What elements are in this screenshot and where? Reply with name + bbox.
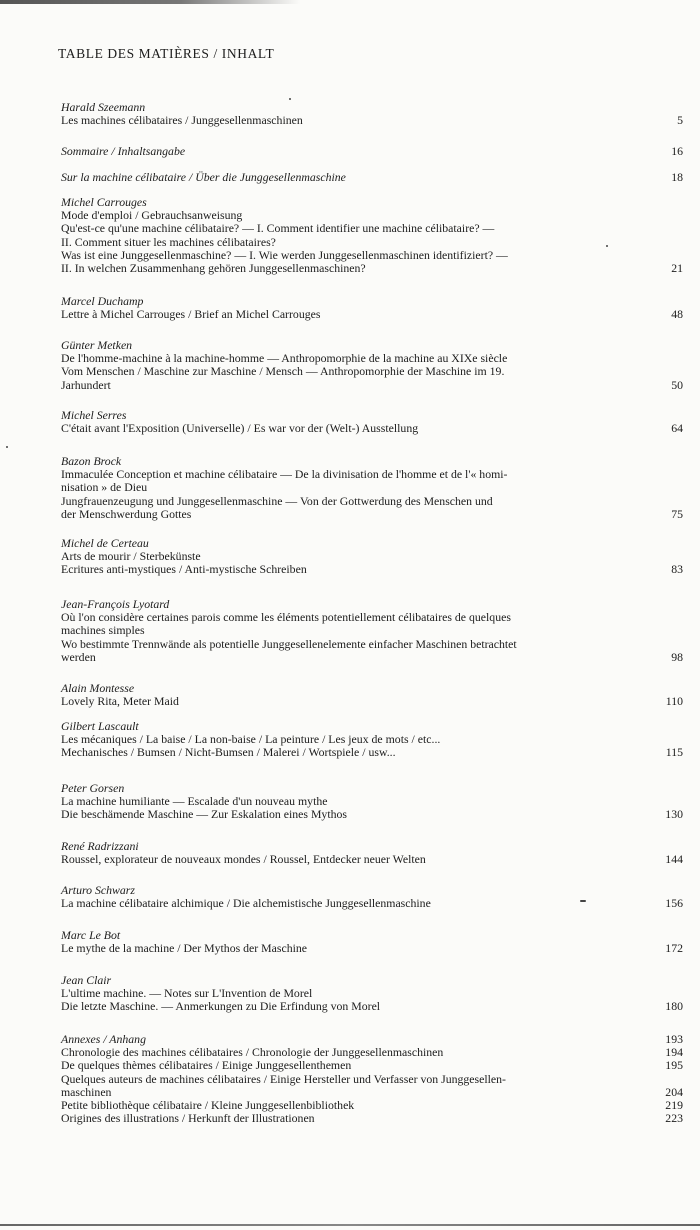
entry-page-number: 180 bbox=[665, 999, 683, 1014]
entry-line bbox=[61, 695, 683, 708]
print-speck bbox=[606, 245, 608, 247]
entry-page-number: 75 bbox=[671, 506, 683, 521]
entry-line bbox=[61, 262, 683, 275]
toc-entry bbox=[61, 884, 683, 910]
entry-title: Lettre à Michel Carrouges / Brief an Michel Carrouges bbox=[61, 307, 321, 322]
entry-title: Lovely Rita, Meter Maid bbox=[61, 694, 179, 709]
toc-entry bbox=[61, 929, 683, 955]
entry-title: Die letzte Maschine. — Anmerkungen zu Die Erfindung von Morel bbox=[61, 999, 381, 1014]
entry-author-name: Alain Montesse bbox=[61, 681, 135, 695]
entry-title: Sommaire / Inhaltsangabe bbox=[61, 144, 186, 158]
entry-title: Les mécaniques / La baise / La non-baise / La peinture / Les jeux de mots / etc... bbox=[61, 732, 441, 747]
entry-author-name: Michel Serres bbox=[61, 408, 127, 422]
entry-page-number: 195 bbox=[665, 1058, 683, 1073]
toc-entry bbox=[61, 101, 683, 127]
entry-title: Ecritures anti-mystiques / Anti-mystische Schreiben bbox=[61, 562, 307, 577]
entry-line bbox=[61, 897, 683, 910]
entry-title: werden bbox=[61, 649, 96, 664]
entry-line bbox=[61, 1059, 683, 1072]
toc-entry bbox=[61, 295, 683, 321]
entry-title: nisation » de Dieu bbox=[61, 480, 148, 495]
entry-page-number: 83 bbox=[671, 562, 683, 577]
entry-title: La machine célibataire alchimique / Die alchemistische Junggesellenmaschine bbox=[61, 896, 431, 911]
entry-title: Chronologie des machines célibataires / Chronologie der Junggesellenmaschinen bbox=[61, 1045, 444, 1060]
entry-page-number: 18 bbox=[671, 170, 683, 184]
print-speck bbox=[289, 98, 291, 100]
toc-entry bbox=[61, 339, 683, 392]
entry-title: Mechanisches / Bumsen / Nicht-Bumsen / Malerei / Wortspiele / usw... bbox=[61, 745, 396, 760]
entry-page-number: 156 bbox=[665, 896, 683, 911]
entry-title: Sur la machine célibataire / Über die Junggesellenmaschine bbox=[61, 170, 346, 184]
entry-author-name: Jean-François Lyotard bbox=[61, 597, 170, 611]
entry-author-name: Marcel Duchamp bbox=[61, 294, 144, 308]
entry-line bbox=[61, 853, 683, 866]
toc-entry bbox=[61, 840, 683, 866]
entry-line bbox=[61, 746, 683, 759]
entry-title: Jarhundert bbox=[61, 377, 111, 392]
entry-author-name: Annexes / Anhang bbox=[61, 1032, 146, 1046]
entry-line bbox=[61, 236, 683, 249]
entry-line bbox=[61, 563, 683, 576]
entry-line bbox=[61, 468, 683, 481]
entry-title: L'ultime machine. — Notes sur L'Invention de Morel bbox=[61, 986, 313, 1001]
entry-page-number: 98 bbox=[671, 649, 683, 664]
entry-page-number: 204 bbox=[665, 1084, 683, 1099]
entry-author-name: Günter Metken bbox=[61, 338, 133, 352]
entry-line bbox=[61, 651, 683, 664]
entry-line bbox=[61, 171, 683, 184]
entry-line bbox=[61, 508, 683, 521]
entry-title: Mode d'emploi / Gebrauchsanweisung bbox=[61, 208, 243, 223]
entry-title: C'était avant l'Exposition (Universelle) / Es war vor der (Welt-) Ausstellung bbox=[61, 421, 419, 436]
entry-page-number: 5 bbox=[677, 113, 683, 128]
entry-line bbox=[61, 1112, 683, 1125]
entry-page-number: 50 bbox=[671, 377, 683, 392]
toc-entry bbox=[61, 682, 683, 708]
entry-line bbox=[61, 638, 683, 651]
entry-line bbox=[61, 365, 683, 378]
entry-line bbox=[61, 379, 683, 392]
entry-title: Immaculée Conception et machine célibataire — De la divinisation de l'homme et de l'« homi- bbox=[61, 467, 508, 482]
entry-page-number: 130 bbox=[665, 807, 683, 822]
entry-author-name: René Radrizzani bbox=[61, 839, 139, 853]
entry-title: II. In welchen Zusammenhang gehören Junggesellenmaschinen? bbox=[61, 261, 366, 276]
entry-author-name: Arturo Schwarz bbox=[61, 883, 135, 897]
entry-title: Vom Menschen / Maschine zur Maschine / Mensch — Anthropomorphie der Maschine im 19. bbox=[61, 364, 505, 379]
toc-entry bbox=[61, 145, 683, 158]
entry-author-name: Bazon Brock bbox=[61, 454, 122, 468]
entry-title: machines simples bbox=[61, 623, 145, 638]
toc-entry bbox=[61, 720, 683, 760]
entry-page-number: 48 bbox=[671, 307, 683, 322]
print-speck bbox=[6, 446, 8, 448]
entry-line bbox=[61, 942, 683, 955]
entry-author-name: Gilbert Lascault bbox=[61, 719, 139, 733]
entry-line bbox=[61, 1000, 683, 1013]
entry-line bbox=[61, 114, 683, 127]
entry-title: Qu'est-ce qu'une machine célibataire? — I. Comment identifier une machine célibataire? — bbox=[61, 221, 495, 236]
toc-entry bbox=[61, 1033, 683, 1125]
entry-title: der Menschwerdung Gottes bbox=[61, 506, 192, 521]
entry-title: maschinen bbox=[61, 1084, 112, 1099]
toc-entry bbox=[61, 782, 683, 822]
toc-entry bbox=[61, 598, 683, 664]
toc-entry bbox=[61, 196, 683, 275]
entry-title: Petite bibliothèque célibataire / Kleine Junggesellenbibliothek bbox=[61, 1098, 355, 1113]
entry-title: Où l'on considère certaines parois comme les éléments potentiellement célibataires de quelques bbox=[61, 610, 511, 625]
entry-page-number: 64 bbox=[671, 421, 683, 436]
entry-author-name: Harald Szeemann bbox=[61, 100, 146, 114]
entry-line bbox=[61, 145, 683, 158]
entry-title: Wo bestimmte Trennwände als potentielle Junggesellenelemente einfacher Maschinen betrachtet bbox=[61, 636, 517, 651]
entry-title: De quelques thèmes célibataires / Einige Junggesellenthemen bbox=[61, 1058, 352, 1073]
entry-line bbox=[61, 808, 683, 821]
entry-line bbox=[61, 422, 683, 435]
entry-title: Roussel, explorateur de nouveaux mondes / Roussel, Entdecker neuer Welten bbox=[61, 852, 426, 867]
entry-title: Jungfrauenzeugung und Junggesellenmaschine — Von der Gottwerdung des Menschen und bbox=[61, 493, 493, 508]
entry-author-name: Jean Clair bbox=[61, 973, 112, 987]
entry-author-name: Michel de Certeau bbox=[61, 536, 149, 550]
entry-page-number: 193 bbox=[665, 1032, 683, 1046]
entry-title: Was ist eine Junggesellenmaschine? — I. Wie werden Junggesellenmaschinen identifiziert? — bbox=[61, 247, 508, 262]
entry-page-number: 194 bbox=[665, 1045, 683, 1060]
entry-line bbox=[61, 495, 683, 508]
entry-title: De l'homme-machine à la machine-homme — Anthropomorphie de la machine au XIXe siècle bbox=[61, 351, 508, 366]
entry-title: Quelques auteurs de machines célibataires / Einige Hersteller und Verfasser von Junggesellen- bbox=[61, 1071, 506, 1086]
entry-title: Die beschämende Maschine — Zur Eskalation eines Mythos bbox=[61, 807, 347, 822]
entry-title: Le mythe de la machine / Der Mythos der Maschine bbox=[61, 941, 308, 956]
entry-title: Arts de mourir / Sterbekünste bbox=[61, 549, 201, 564]
toc-entry bbox=[61, 537, 683, 577]
entry-page-number: 115 bbox=[665, 745, 683, 760]
toc-entry bbox=[61, 974, 683, 1014]
entry-page-number: 223 bbox=[665, 1111, 683, 1126]
entry-title: La machine humiliante — Escalade d'un nouveau mythe bbox=[61, 794, 328, 809]
entry-line bbox=[61, 222, 683, 235]
entry-page-number: 110 bbox=[665, 694, 683, 709]
entry-author-name: Marc Le Bot bbox=[61, 928, 121, 942]
entry-line bbox=[61, 611, 683, 624]
entry-line bbox=[61, 1073, 683, 1086]
print-speck bbox=[580, 900, 586, 902]
entry-author-name: Peter Gorsen bbox=[61, 781, 125, 795]
entry-line bbox=[61, 624, 683, 637]
toc-entry bbox=[61, 455, 683, 521]
entry-page-number: 219 bbox=[665, 1098, 683, 1113]
page-edge-bottom bbox=[0, 1224, 700, 1226]
toc-entry bbox=[61, 171, 683, 184]
entry-title: Origines des illustrations / Herkunft der Illustrationen bbox=[61, 1111, 315, 1126]
entry-author-name: Michel Carrouges bbox=[61, 195, 147, 209]
entry-page-number: 16 bbox=[671, 144, 683, 158]
page-title: TABLE DES MATIÈRES / INHALT bbox=[58, 46, 275, 61]
entry-page-number: 144 bbox=[665, 852, 683, 867]
toc-entry bbox=[61, 409, 683, 435]
entry-title: Les machines célibataires / Junggesellenmaschinen bbox=[61, 113, 303, 128]
entry-line bbox=[61, 308, 683, 321]
entry-page-number: 172 bbox=[665, 941, 683, 956]
entry-page-number: 21 bbox=[671, 261, 683, 276]
entry-title: II. Comment situer les machines célibataires? bbox=[61, 234, 276, 249]
entry-line bbox=[61, 481, 683, 494]
